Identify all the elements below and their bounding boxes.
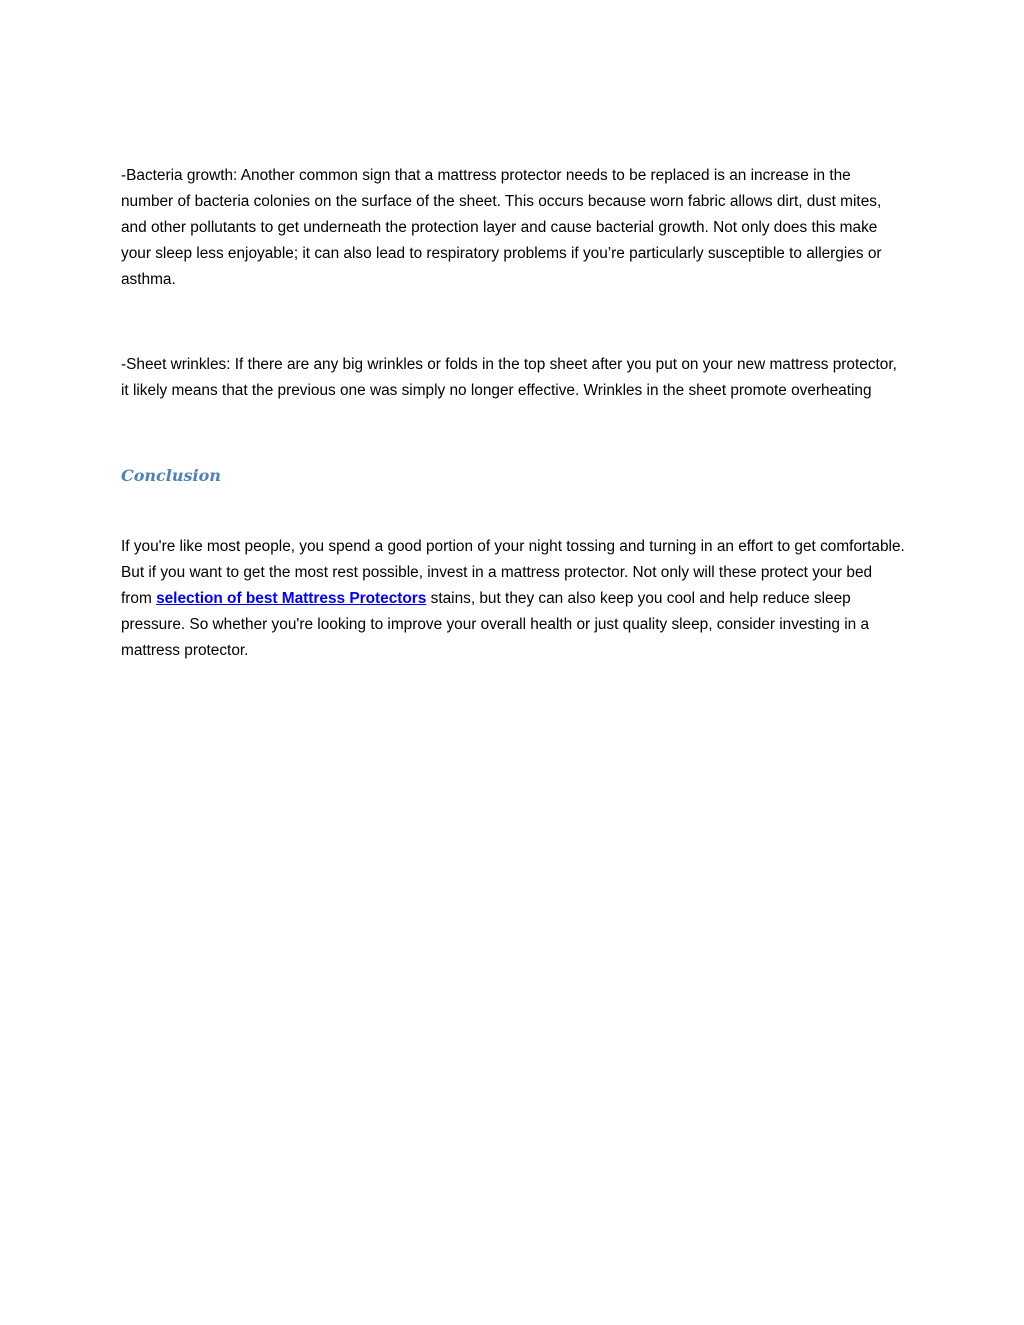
paragraph-bacteria-growth: -Bacteria growth: Another common sign that a mattress protector needs to be replaced is an increase in the number of bacteria colonies on the surface of the sheet. This occurs because worn fabric allows dirt, dust mites, and other pollutants to get underneath the protection layer and cause bacterial growth. Not only does this make your sleep less enjoyable; it can also lead to respiratory problems if you’re particularly susceptible to allergies or asthma.: [121, 167, 882, 288]
paragraph-sheet-wrinkles: -Sheet wrinkles: If there are any big wrinkles or folds in the top sheet after you put on your new mattress protector, it likely means that the previous one was simply no longer effective. Wrinkles in the sheet promote overheating: [121, 356, 897, 399]
conclusion-text-after-link: stains, but they can also keep you cool and help reduce sleep pressure. So whether you're looking to improve your overall health or just quality sleep, consider investing in a mattress protector.: [121, 590, 870, 659]
best-mattress-protectors-link[interactable]: selection of best Mattress Protectors: [156, 590, 427, 607]
conclusion-text-before-link: If you're like most people, you spend a good portion of your night tossing and turning in an effort to get comfortable. But if you want to get the most rest possible, invest in a mattress protector. Not only will these protect your bed from: [121, 538, 905, 607]
document-page: [121, 163, 906, 664]
paragraph-conclusion: [121, 534, 906, 664]
conclusion-heading: Conclusion: [121, 466, 221, 485]
